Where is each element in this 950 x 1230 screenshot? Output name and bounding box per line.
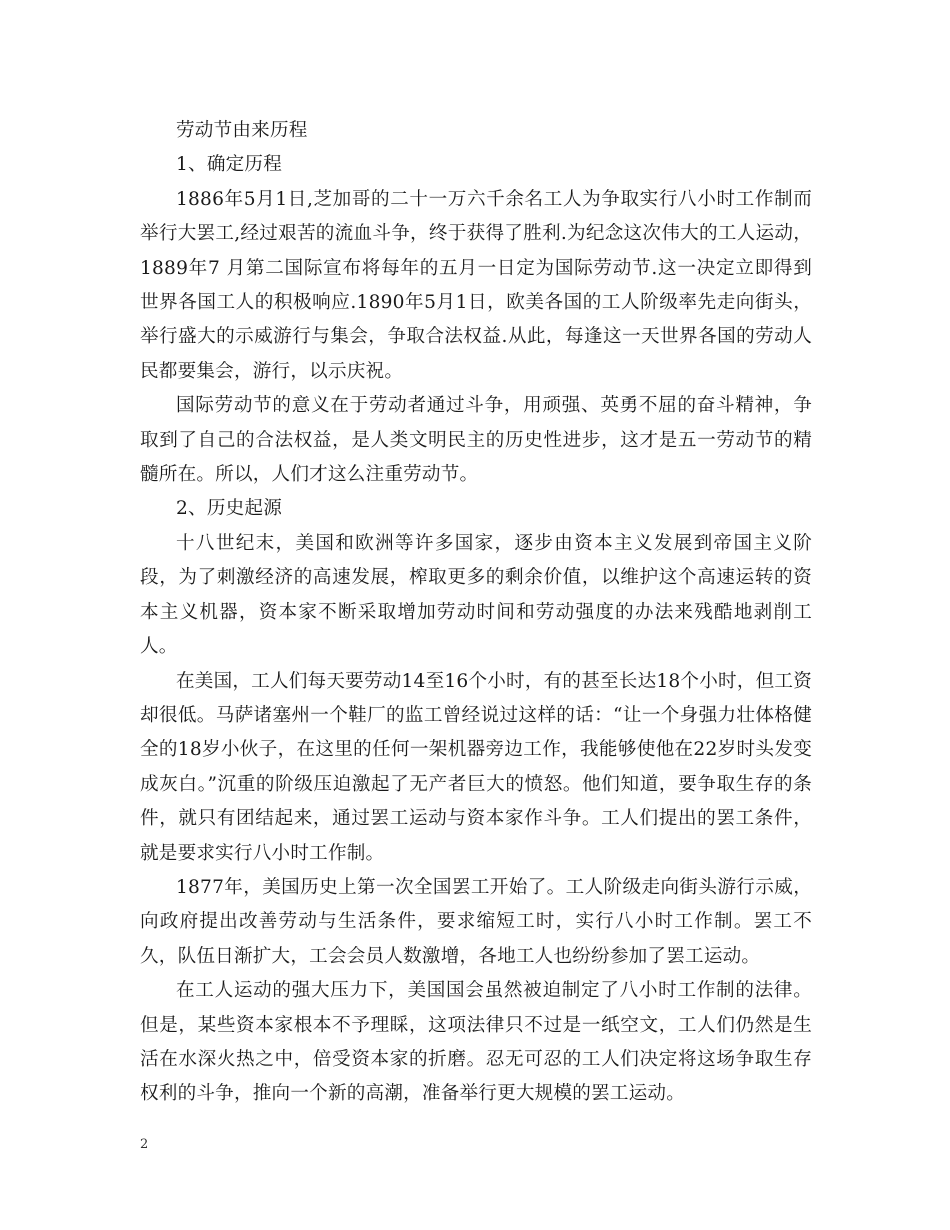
- section-heading-1: 1、确定历程: [176, 154, 282, 176]
- paragraph-1: 1886年5月1日,芝加哥的二十一万六千余名工人为争取实行八小时工作制而举行大罢工,经过艰苦的流血斗争，终于获得了胜利.为纪念这次伟大的工人运动，1889年7 月第二国际宣布将每年的五月一日定为国际劳动节.这一决定立即得到世界各国工人的积极响应.1890年5月1日，欧美各国的工人阶级率先走向街头，举行盛大的示威游行与集会，争取合法权益.从此，每逢这一天世界各国的劳动人民都要集会，游行，以示庆祝。: [140, 188, 812, 382]
- paragraph-5: 1877年，美国历史上第一次全国罢工开始了。工人阶级走向街头游行示威，向政府提出改善劳动与生活条件，要求缩短工时，实行八小时工作制。罢工不久，队伍日渐扩大，工会会员人数激增，各地工人也纷纷参加了罢工运动。: [140, 876, 812, 967]
- paragraph-2: 国际劳动节的意义在于劳动者通过斗争，用顽强、英勇不屈的奋斗精神，争取到了自己的合法权益，是人类文明民主的历史性进步，这才是五一劳动节的精髓所在。所以，人们才这么注重劳动节。: [140, 395, 812, 486]
- paragraph-3: 十八世纪末，美国和欧洲等许多国家，逐步由资本主义发展到帝国主义阶段，为了刺激经济的高速发展，榨取更多的剩余价值，以维护这个高速运转的资本主义机器，资本家不断采取增加劳动时间和劳动强度的办法来残酷地剥削工人。: [140, 532, 812, 658]
- section-heading-2: 2、历史起源: [176, 498, 282, 520]
- document-body: [140, 114, 812, 1112]
- document-title: 劳动节由来历程: [176, 120, 308, 141]
- page-number: 2: [140, 1137, 149, 1152]
- paragraph-4: 在美国，工人们每天要劳动14至16个小时，有的甚至长达18个小时，但工资却很低。马萨诸塞州一个鞋厂的监工曾经说过这样的话：“让一个身强力壮体格健全的18岁小伙子，在这里的任何一架机器旁边工作，我能够使他在22岁时头发变成灰白。”沉重的阶级压迫激起了无产者巨大的愤怒。他们知道，要争取生存的条件，就只有团结起来，通过罢工运动与资本家作斗争。工人们提出的罢工条件，就是要求实行八小时工作制。: [140, 670, 812, 864]
- paragraph-6: 在工人运动的强大压力下，美国国会虽然被迫制定了八小时工作制的法律。但是，某些资本家根本不予理睬，这项法律只不过是一纸空文，工人们仍然是生活在水深火热之中，倍受资本家的折磨。忍无可忍的工人们决定将这场争取生存权利的斗争，推向一个新的高潮，准备举行更大规模的罢工运动。: [140, 980, 812, 1105]
